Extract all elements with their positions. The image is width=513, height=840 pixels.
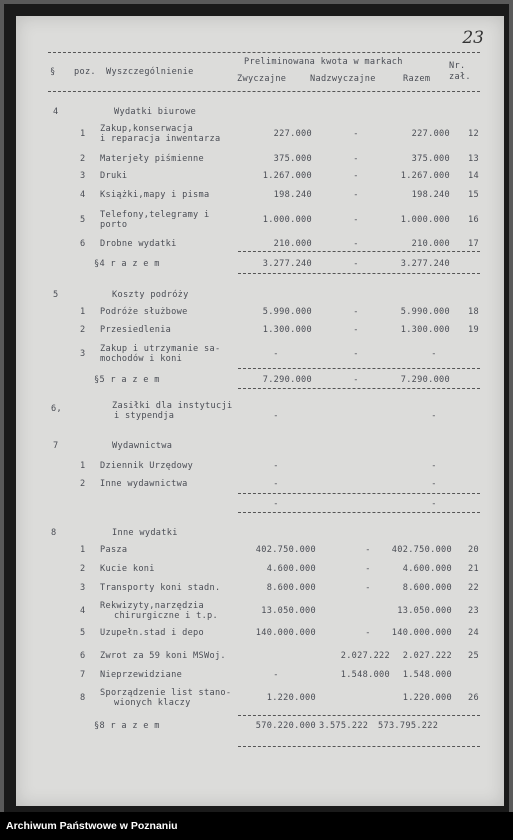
section-7-title: Wydawnictwa — [112, 441, 173, 451]
header-total: Razem — [403, 74, 431, 84]
row-position: 5 — [80, 628, 86, 638]
row-ordinary: 4.600.000 — [266, 564, 316, 574]
row-position: 6 — [80, 239, 86, 249]
row-description: Zwrot za 59 koni MSWoj. — [100, 651, 226, 661]
row-position: 2 — [80, 479, 86, 489]
row-extra: - — [353, 190, 359, 200]
row-ordinary: 375.000 — [273, 154, 312, 164]
row-attachment-nr: 15 — [468, 190, 479, 200]
section-4-sum-total: 3.277.240 — [400, 259, 450, 269]
row-extra: - — [353, 239, 359, 249]
row-extra: - — [353, 154, 359, 164]
row-ordinary: 402.750.000 — [255, 545, 316, 555]
row-total: - — [431, 479, 437, 489]
row-description: Telefony,telegramy i — [100, 210, 210, 220]
section-5-sum-total: 7.290.000 — [400, 375, 450, 385]
header-position: poz. — [74, 67, 96, 77]
row-extra: - — [353, 325, 359, 335]
section-5-title: Koszty podróży — [112, 290, 189, 300]
archive-footer — [0, 812, 513, 840]
row-position: 4 — [80, 190, 86, 200]
row-position: 4 — [80, 606, 86, 616]
row-extra: - — [353, 171, 359, 181]
row-ordinary: 210.000 — [273, 239, 312, 249]
row-total: 375.000 — [411, 154, 450, 164]
header-extraordinary: Nadzwyczajne — [310, 74, 376, 84]
row-description: Inne wydawnictwa — [100, 479, 188, 489]
section-8-sum-rule-bottom — [238, 746, 480, 747]
archive-footer-label: Archiwum Państwowe w Poznaniu — [6, 820, 178, 832]
row-position: 7 — [80, 670, 86, 680]
row-attachment-nr: 17 — [468, 239, 479, 249]
row-extra: - — [365, 628, 371, 638]
row-attachment-nr: 19 — [468, 325, 479, 335]
header-ordinary: Zwyczajne — [237, 74, 287, 84]
section-8-title: Inne wydatki — [112, 528, 178, 538]
section-5-sum-rule-bottom — [238, 388, 480, 389]
section-4-sum-ordinary: 3.277.240 — [262, 259, 312, 269]
section-8-sum-rule — [238, 715, 480, 716]
row-position: 1 — [80, 307, 86, 317]
row-ordinary: 5.990.000 — [262, 307, 312, 317]
row-description-cont: wionych klaczy — [114, 698, 191, 708]
section-6-ordinary: - — [273, 411, 279, 421]
section-6-line2: i stypendja — [114, 411, 175, 421]
row-total: 8.600.000 — [402, 583, 452, 593]
row-attachment-nr: 26 — [468, 693, 479, 703]
row-ordinary: - — [273, 349, 279, 359]
row-attachment-nr: 25 — [468, 651, 479, 661]
row-description: Sporządzenie list stano- — [100, 688, 232, 698]
row-total: 1.548.000 — [402, 670, 452, 680]
row-description: Rekwizyty,narzędzia — [100, 601, 205, 611]
row-attachment-nr: 16 — [468, 215, 479, 225]
row-attachment-nr: 21 — [468, 564, 479, 574]
row-description-cont: porto — [100, 220, 128, 230]
row-total: 5.990.000 — [400, 307, 450, 317]
document-page — [16, 16, 504, 806]
header-attachment: zał. — [449, 72, 471, 82]
row-total: 1.267.000 — [400, 171, 450, 181]
header-rule-top — [48, 52, 480, 53]
row-description: Druki — [100, 171, 128, 181]
row-description: Materjeły piśmienne — [100, 154, 205, 164]
row-attachment-nr: 22 — [468, 583, 479, 593]
row-attachment-nr: 24 — [468, 628, 479, 638]
header-amount: Preliminowana kwota w markach — [244, 57, 403, 67]
row-attachment-nr: 12 — [468, 129, 479, 139]
section-8-sum-label: §8 r a z e m — [94, 721, 160, 731]
section-7-sum-ordinary: - — [273, 499, 279, 509]
row-position: 2 — [80, 564, 86, 574]
section-4-number: 4 — [53, 107, 59, 117]
row-description-cont: mochodów i koni — [100, 354, 183, 364]
row-description: Uzupełn.stad i depo — [100, 628, 205, 638]
row-attachment-nr: 20 — [468, 545, 479, 555]
row-position: 6 — [80, 651, 86, 661]
row-extra: 1.548.000 — [340, 670, 390, 680]
header-description: Wyszczególnienie — [106, 67, 194, 77]
row-extra: - — [353, 349, 359, 359]
row-description: Przesiedlenia — [100, 325, 172, 335]
row-position: 3 — [80, 171, 86, 181]
row-total: 198.240 — [411, 190, 450, 200]
row-ordinary: 227.000 — [273, 129, 312, 139]
section-7-sum-rule-bottom — [238, 512, 480, 513]
row-ordinary: 198.240 — [273, 190, 312, 200]
row-total: 402.750.000 — [391, 545, 452, 555]
row-total: 2.027.222 — [402, 651, 452, 661]
row-ordinary: 1.267.000 — [262, 171, 312, 181]
header-nr: Nr. — [449, 61, 466, 71]
section-7-number: 7 — [53, 441, 59, 451]
row-total: 1.300.000 — [400, 325, 450, 335]
row-position: 1 — [80, 545, 86, 555]
section-5-sum-label: §5 r a z e m — [94, 375, 160, 385]
section-8-number: 8 — [51, 528, 57, 538]
row-extra: 2.027.222 — [340, 651, 390, 661]
header-paragraph: § — [50, 67, 56, 77]
row-total: 227.000 — [411, 129, 450, 139]
row-total: 1.220.000 — [402, 693, 452, 703]
row-total: - — [431, 349, 437, 359]
row-position: 2 — [80, 325, 86, 335]
row-ordinary: 13.050.000 — [261, 606, 316, 616]
section-5-sum-ordinary: 7.290.000 — [262, 375, 312, 385]
row-position: 3 — [80, 349, 86, 359]
row-extra: - — [353, 129, 359, 139]
row-description-cont: i reparacja inwentarza — [100, 134, 221, 144]
row-description: Dziennik Urzędowy — [100, 461, 194, 471]
row-ordinary: 140.000.000 — [255, 628, 316, 638]
row-ordinary: - — [273, 479, 279, 489]
row-description: Kucie koni — [100, 564, 155, 574]
section-4-sum-rule — [238, 251, 480, 252]
row-total: 4.600.000 — [402, 564, 452, 574]
document-frame — [4, 4, 509, 812]
row-total: 13.050.000 — [397, 606, 452, 616]
section-5-sum-extra: - — [353, 375, 359, 385]
section-6-number: 6, — [51, 404, 62, 414]
row-description: Zakup i utrzymanie sa- — [100, 344, 221, 354]
row-position: 1 — [80, 461, 86, 471]
row-description: Drobne wydatki — [100, 239, 177, 249]
row-description: Książki,mapy i pisma — [100, 190, 210, 200]
row-position: 8 — [80, 693, 86, 703]
section-5-number: 5 — [53, 290, 59, 300]
section-4-sum-rule-bottom — [238, 273, 480, 274]
section-4-title: Wydatki biurowe — [114, 107, 197, 117]
row-position: 2 — [80, 154, 86, 164]
row-extra: - — [365, 583, 371, 593]
header-rule-bottom — [48, 91, 480, 92]
section-6-total: - — [431, 411, 437, 421]
row-extra: - — [365, 564, 371, 574]
row-description-cont: chirurgiczne i t.p. — [114, 611, 219, 621]
section-8-sum-extra: 3.575.222 — [319, 721, 369, 731]
section-8-sum-ordinary: 570.220.000 — [255, 721, 316, 731]
section-4-sum-extra: - — [353, 259, 359, 269]
row-attachment-nr: 18 — [468, 307, 479, 317]
section-7-sum-rule — [238, 493, 480, 494]
section-4-sum-label: §4 r a z e m — [94, 259, 160, 269]
row-attachment-nr: 13 — [468, 154, 479, 164]
row-total: - — [431, 461, 437, 471]
row-position: 3 — [80, 583, 86, 593]
row-total: 140.000.000 — [391, 628, 452, 638]
row-position: 5 — [80, 215, 86, 225]
section-6-line1: Zasiłki dla instytucji — [112, 401, 233, 411]
row-attachment-nr: 14 — [468, 171, 479, 181]
row-ordinary: 1.300.000 — [262, 325, 312, 335]
section-5-sum-rule — [238, 368, 480, 369]
row-total: 210.000 — [411, 239, 450, 249]
row-ordinary: - — [273, 670, 279, 680]
row-ordinary: 1.220.000 — [266, 693, 316, 703]
row-description: Pasza — [100, 545, 128, 555]
page-number: 23 — [462, 28, 484, 48]
row-description: Nieprzewidziane — [100, 670, 183, 680]
row-attachment-nr: 23 — [468, 606, 479, 616]
row-ordinary: 8.600.000 — [266, 583, 316, 593]
row-ordinary: 1.000.000 — [262, 215, 312, 225]
row-description: Zakup,konserwacja — [100, 124, 194, 134]
section-8-sum-total: 573.795.222 — [378, 721, 439, 731]
row-extra: - — [353, 307, 359, 317]
row-ordinary: - — [273, 461, 279, 471]
section-7-sum-total: - — [431, 499, 437, 509]
row-description: Podróże służbowe — [100, 307, 188, 317]
row-description: Transporty koni stadn. — [100, 583, 221, 593]
row-position: 1 — [80, 129, 86, 139]
row-extra: - — [353, 215, 359, 225]
row-extra: - — [365, 545, 371, 555]
row-total: 1.000.000 — [400, 215, 450, 225]
